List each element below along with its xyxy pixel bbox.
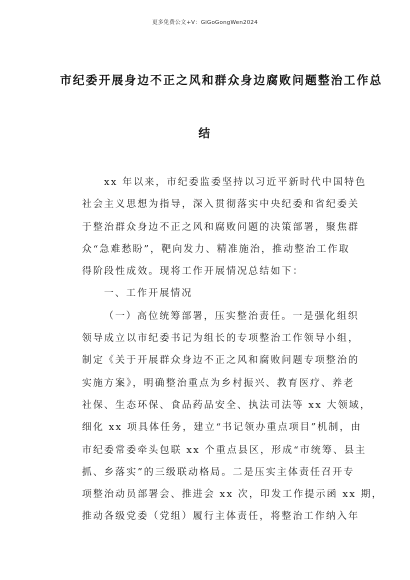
paragraph-3-line-9: 项整治动员部署会、推进会 xx 次，印发工作提示函 xx 期， (82, 489, 383, 501)
document-body (82, 172, 383, 529)
paragraph-3-line-3: 制定《关于开展群众身边不正之风和腐败问题专项整治的 (82, 355, 360, 367)
header-note: 更多免费公文+V：GiGoGongWen2024 (152, 20, 258, 26)
paragraph-3-line-1: （一）高位统筹部署，压实整治责任。一是强化组织 (104, 310, 360, 322)
section-heading: 一、工作开展情况 (104, 288, 193, 300)
paragraph-3-line-4: 实施方案》，明确整治重点为乡村振兴、教育医疗、养老 (82, 377, 355, 389)
paragraph-3-line-8: 抓、乡落实”的三级联动格局。二是压实主体责任召开专 (82, 466, 355, 478)
paragraph-3-line-2: 领导成立以市纪委书记为组长的专项整治工作领导小组， (82, 333, 360, 345)
document-title-line-2: 结 (198, 126, 212, 140)
document-title-line-1: 市纪委开展身边不正之风和群众身边腐败问题整治工作总 (60, 73, 383, 87)
paragraph-1-line-1: xx 年以来，市纪委监委坚持以习近平新时代中国特色 (104, 177, 367, 188)
paragraph-1-line-2: 社会主义思想为指导，深入贯彻落实中央纪委和省纪委关 (82, 199, 360, 211)
paragraph-1-line-4: 众“急难愁盼”，靶向发力、精准施治，推动整治工作取 (82, 243, 350, 255)
paragraph-3-line-6: 细化 xx 项具体任务，建立“书记领办重点项目”机制，由 (82, 422, 362, 434)
paragraph-1-line-3: 于整治群众身边不正之风和腐败问题的决策部署，聚焦群 (82, 221, 360, 233)
paragraph-3-line-10: 推动各级党委（党组）履行主体责任，将整治工作纳入年 (82, 511, 360, 523)
paragraph-3-line-7: 市纪委常委牵头包联 xx 个重点县区，形成“市统筹、县主 (82, 444, 367, 456)
paragraph-1-line-5: 得阶段性成效。现将工作开展情况总结如下： (82, 266, 304, 278)
paragraph-3-line-5: 社保、生态环保、食品药品安全、执法司法等 xx 大领域， (82, 399, 372, 411)
